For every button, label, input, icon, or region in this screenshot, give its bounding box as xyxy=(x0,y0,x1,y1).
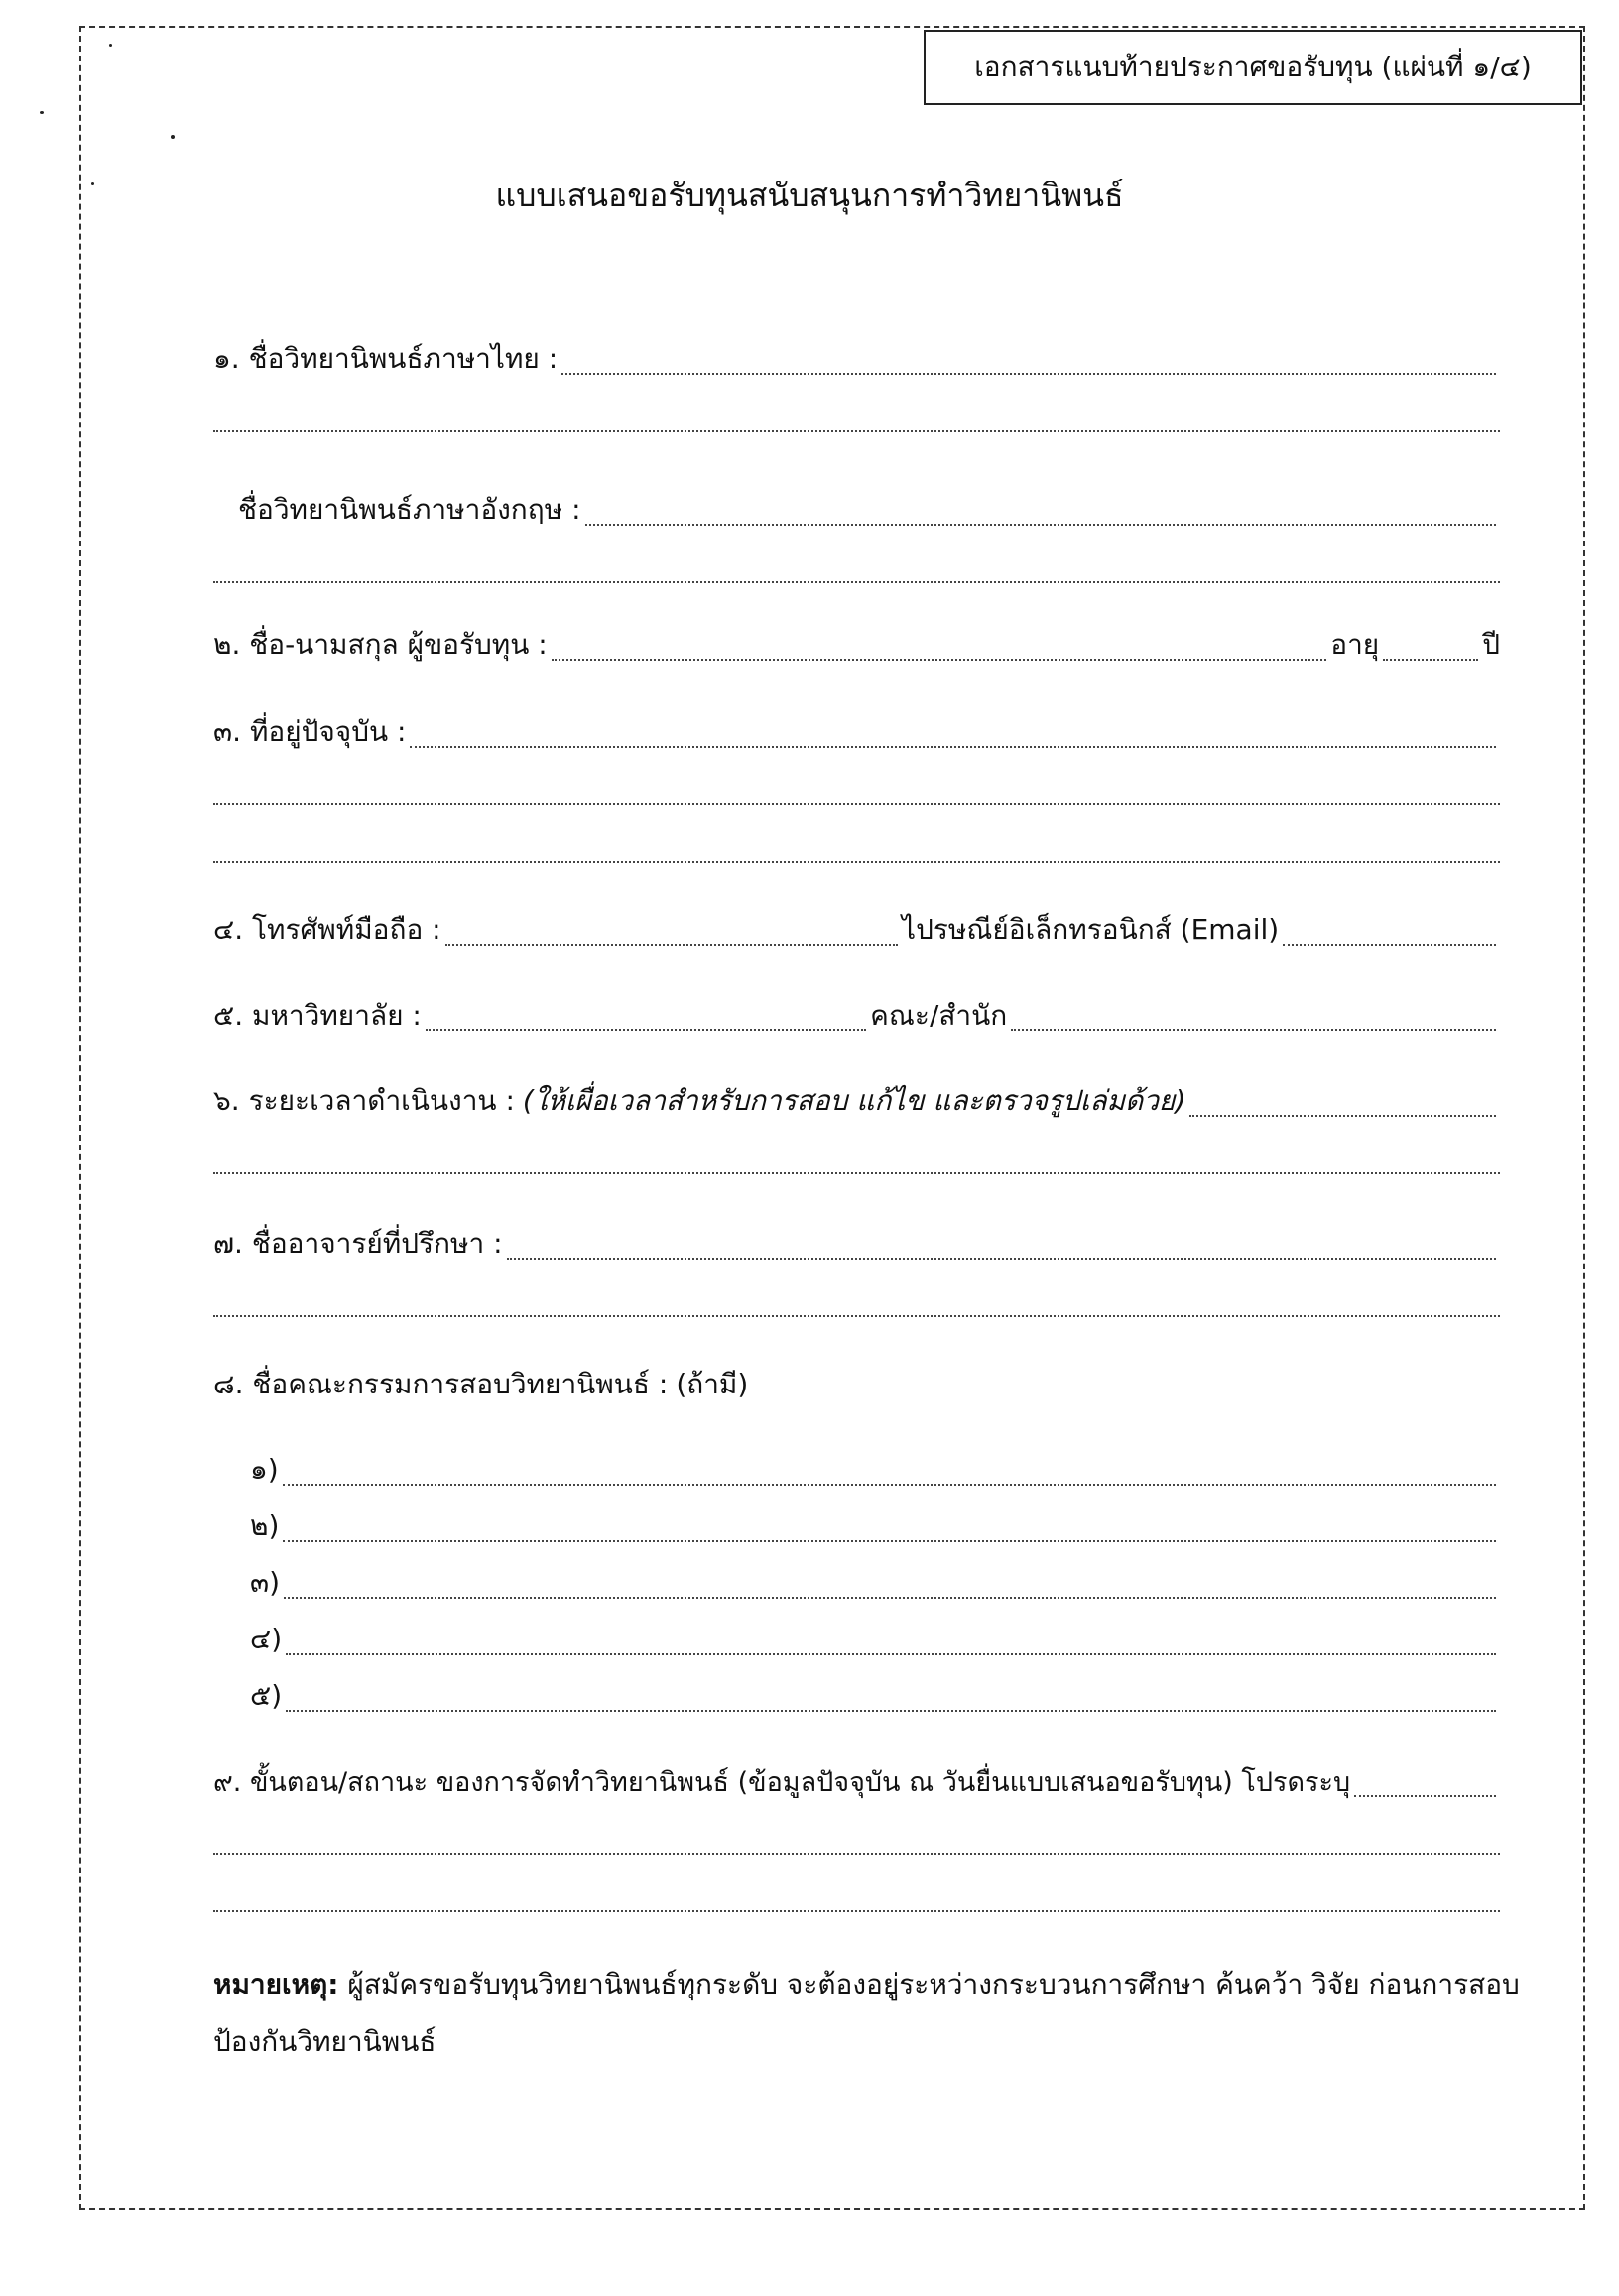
scan-speck xyxy=(109,44,112,47)
duration-hint: (ให้เผื่อเวลาสำหรับการสอบ แก้ไข และตรวจรูปเล่มด้วย) xyxy=(522,1084,1186,1117)
university-field[interactable] xyxy=(426,1029,866,1031)
applicant-name-field[interactable] xyxy=(552,659,1327,661)
thesis-title-th-row-2 xyxy=(213,397,1500,440)
thesis-title-th-label: ๑. ชื่อวิทยานิพนธ์ภาษาไทย : xyxy=(213,342,559,375)
thesis-title-th-row xyxy=(213,339,1500,383)
mobile-phone-label: ๔. โทรศัพท์มือถือ : xyxy=(213,913,441,946)
annex-label: เอกสารแนบท้ายประกาศขอรับทุน (แผ่นที่ ๑/๔) xyxy=(974,51,1532,83)
thesis-status-row-3 xyxy=(213,1876,1500,1920)
address-row-3 xyxy=(213,827,1500,871)
university-row xyxy=(213,996,1500,1039)
thesis-title-en-field[interactable] xyxy=(585,524,1496,526)
applicant-name-label: ๒. ชื่อ-นามสกุล ผู้ขอรับทุน : xyxy=(213,628,548,661)
note-label: หมายเหตุ: xyxy=(213,1968,339,2000)
thesis-title-en-label: ชื่อวิทยานิพนธ์ภาษาอังกฤษ : xyxy=(238,493,581,526)
advisor-label: ๗. ชื่ออาจารย์ที่ปรึกษา : xyxy=(213,1227,503,1260)
thesis-title-en-field-2[interactable] xyxy=(213,581,1500,583)
advisor-field-2[interactable] xyxy=(213,1315,1500,1317)
committee-hint: (ถ้ามี) xyxy=(676,1368,749,1400)
thesis-title-th-field[interactable] xyxy=(561,373,1496,375)
thesis-status-field[interactable] xyxy=(1354,1795,1496,1797)
thesis-status-row-2 xyxy=(213,1819,1500,1863)
duration-label: ๖. ระยะเวลาดำเนินงาน : xyxy=(213,1084,515,1117)
committee-item-row xyxy=(250,1620,1500,1663)
duration-row-2 xyxy=(213,1139,1500,1182)
thesis-status-label: ๙. ขั้นตอน/สถานะ ของการจัดทำวิทยานิพนธ์ (ข้อมูลปัจจุบัน ณ วันยื่นแบบเสนอขอรับทุน) โปรดระบุ xyxy=(213,1767,1351,1798)
committee-member-4-field[interactable] xyxy=(286,1653,1496,1655)
address-label: ๓. ที่อยู่ปัจจุบัน : xyxy=(213,715,407,748)
note xyxy=(213,1956,1540,2071)
scan-speck xyxy=(40,111,44,114)
age-unit: ปี xyxy=(1482,628,1500,661)
committee-item-number: ๑) xyxy=(250,1453,279,1486)
advisor-field[interactable] xyxy=(507,1258,1496,1260)
faculty-field[interactable] xyxy=(1011,1029,1496,1031)
advisor-row xyxy=(213,1224,1500,1268)
committee-item-row xyxy=(250,1450,1500,1494)
university-label: ๕. มหาวิทยาลัย : xyxy=(213,999,422,1031)
address-row-2 xyxy=(213,770,1500,813)
committee-item-number: ๔) xyxy=(250,1623,283,1655)
committee-row xyxy=(213,1365,1500,1408)
committee-label: ๘. ชื่อคณะกรรมการสอบวิทยานิพนธ์ : xyxy=(213,1368,669,1400)
thesis-title-en-row xyxy=(238,490,1500,534)
committee-member-3-field[interactable] xyxy=(284,1597,1496,1599)
thesis-status-field-3[interactable] xyxy=(213,1910,1500,1912)
scan-speck xyxy=(171,135,175,139)
thesis-status-row xyxy=(213,1761,1500,1805)
advisor-row-2 xyxy=(213,1281,1500,1325)
thesis-title-th-field-2[interactable] xyxy=(213,430,1500,432)
thesis-title-en-row-2 xyxy=(213,547,1500,591)
committee-item-row xyxy=(250,1676,1500,1720)
email-label: ไปรษณีย์อิเล็กทรอนิกส์ (Email) xyxy=(902,913,1280,946)
duration-row xyxy=(213,1081,1500,1125)
form-title: แบบเสนอขอรับทุนสนับสนุนการทำวิทยานิพนธ์ xyxy=(495,177,1124,214)
duration-field-2[interactable] xyxy=(213,1172,1500,1174)
note-text: ผู้สมัครขอรับทุนวิทยานิพนธ์ทุกระดับ จะต้องอยู่ระหว่างกระบวนการศึกษา ค้นคว้า วิจัย ก่อนการสอบป้องกันวิทยานิพนธ์ xyxy=(213,1968,1520,2058)
age-label: อายุ xyxy=(1330,628,1380,661)
phone-email-row xyxy=(213,910,1500,954)
committee-item-number: ๓) xyxy=(250,1566,281,1599)
mobile-phone-field[interactable] xyxy=(445,944,898,946)
email-field[interactable] xyxy=(1283,944,1496,946)
committee-item-number: ๒) xyxy=(250,1510,280,1542)
committee-member-5-field[interactable] xyxy=(286,1710,1496,1712)
committee-item-row xyxy=(250,1507,1500,1550)
faculty-label: คณะ/สำนัก xyxy=(870,999,1008,1031)
committee-member-1-field[interactable] xyxy=(283,1484,1496,1486)
applicant-name-row xyxy=(213,625,1500,668)
thesis-status-field-2[interactable] xyxy=(213,1853,1500,1855)
address-field[interactable] xyxy=(410,746,1496,748)
address-field-3[interactable] xyxy=(213,861,1500,863)
committee-member-2-field[interactable] xyxy=(283,1540,1496,1542)
committee-item-row xyxy=(250,1563,1500,1607)
address-row xyxy=(213,712,1500,756)
annex-label-box xyxy=(924,30,1582,105)
duration-field[interactable] xyxy=(1189,1115,1496,1117)
committee-item-number: ๕) xyxy=(250,1679,283,1712)
age-field[interactable] xyxy=(1383,659,1478,661)
address-field-2[interactable] xyxy=(213,803,1500,805)
